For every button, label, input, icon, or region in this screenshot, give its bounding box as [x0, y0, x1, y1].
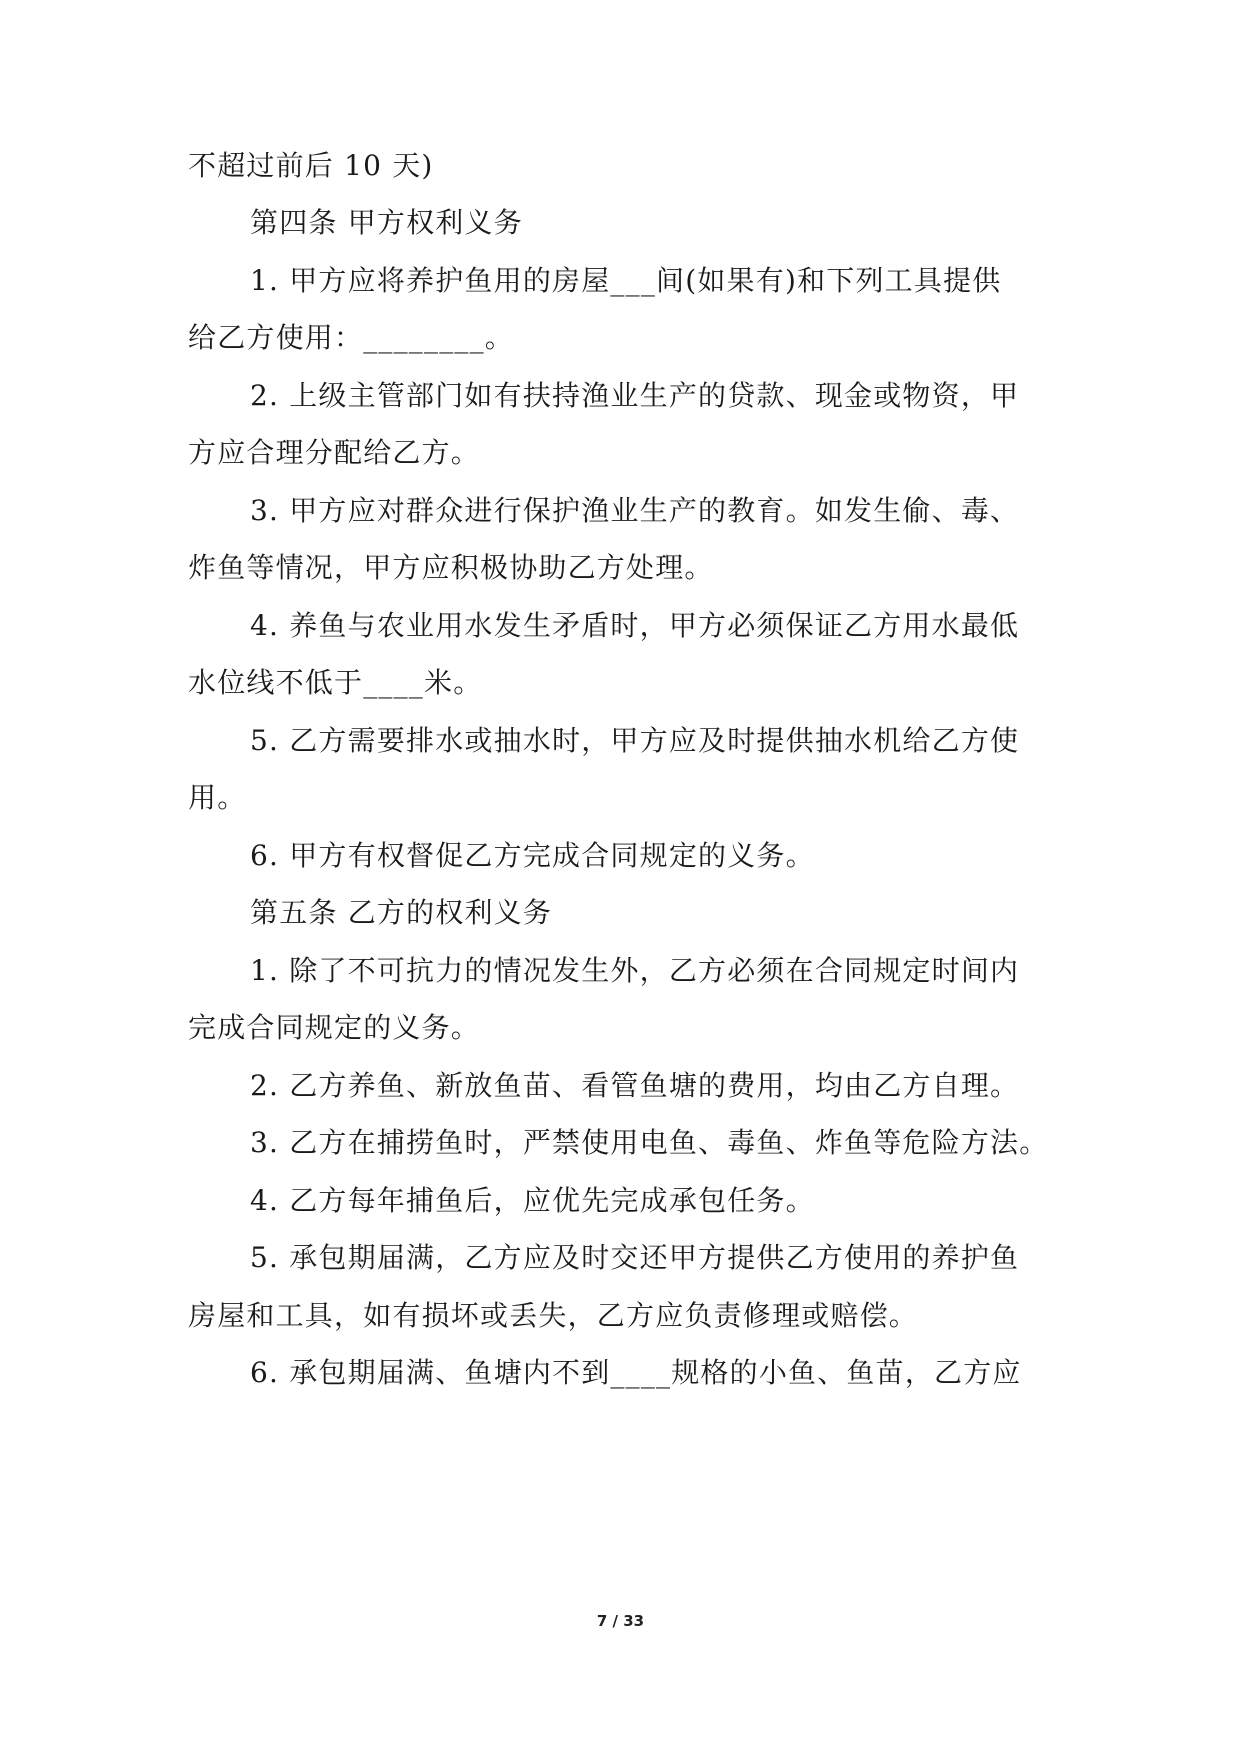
- body-line: 完成合同规定的义务。: [188, 1011, 481, 1044]
- body-line: 房屋和工具，如有损坏或丢失，乙方应负责修理或赔偿。: [188, 1299, 919, 1332]
- body-line: 4. 养鱼与农业用水发生矛盾时，甲方必须保证乙方用水最低: [250, 609, 1020, 642]
- body-line: 2. 乙方养鱼、新放鱼苗、看管鱼塘的费用，均由乙方自理。: [250, 1069, 1020, 1102]
- body-line: 3. 甲方应对群众进行保护渔业生产的教育。如发生偷、毒、: [250, 494, 1020, 527]
- body-line: 给乙方使用：________。: [188, 321, 515, 354]
- body-line: 6. 承包期届满、鱼塘内不到____规格的小鱼、鱼苗，乙方应: [250, 1356, 1022, 1389]
- section-heading-article-4: 第四条 甲方权利义务: [250, 206, 523, 239]
- body-line: 3. 乙方在捕捞鱼时，严禁使用电鱼、毒鱼、炸鱼等危险方法。: [250, 1126, 1049, 1159]
- body-line: 炸鱼等情况，甲方应积极协助乙方处理。: [188, 551, 714, 584]
- body-line: 1. 除了不可抗力的情况发生外，乙方必须在合同规定时间内: [250, 954, 1020, 987]
- body-line: 6. 甲方有权督促乙方完成合同规定的义务。: [250, 839, 815, 872]
- body-line: 方应合理分配给乙方。: [188, 436, 481, 469]
- section-heading-article-5: 第五条 乙方的权利义务: [250, 896, 553, 929]
- body-line: 4. 乙方每年捕鱼后，应优先完成承包任务。: [250, 1184, 815, 1217]
- body-line: 2. 上级主管部门如有扶持渔业生产的贷款、现金或物资，甲: [250, 379, 1020, 412]
- body-line: 5. 乙方需要排水或抽水时，甲方应及时提供抽水机给乙方使: [250, 724, 1020, 757]
- body-line: 1. 甲方应将养护鱼用的房屋___间(如果有)和下列工具提供: [250, 264, 1002, 297]
- body-line: 5. 承包期届满，乙方应及时交还甲方提供乙方使用的养护鱼: [250, 1241, 1020, 1274]
- body-line: 水位线不低于____米。: [188, 666, 483, 699]
- body-line: 用。: [188, 781, 247, 814]
- page-number: 7 / 33: [596, 1612, 645, 1630]
- body-line: 不超过前后 10 天): [188, 149, 434, 182]
